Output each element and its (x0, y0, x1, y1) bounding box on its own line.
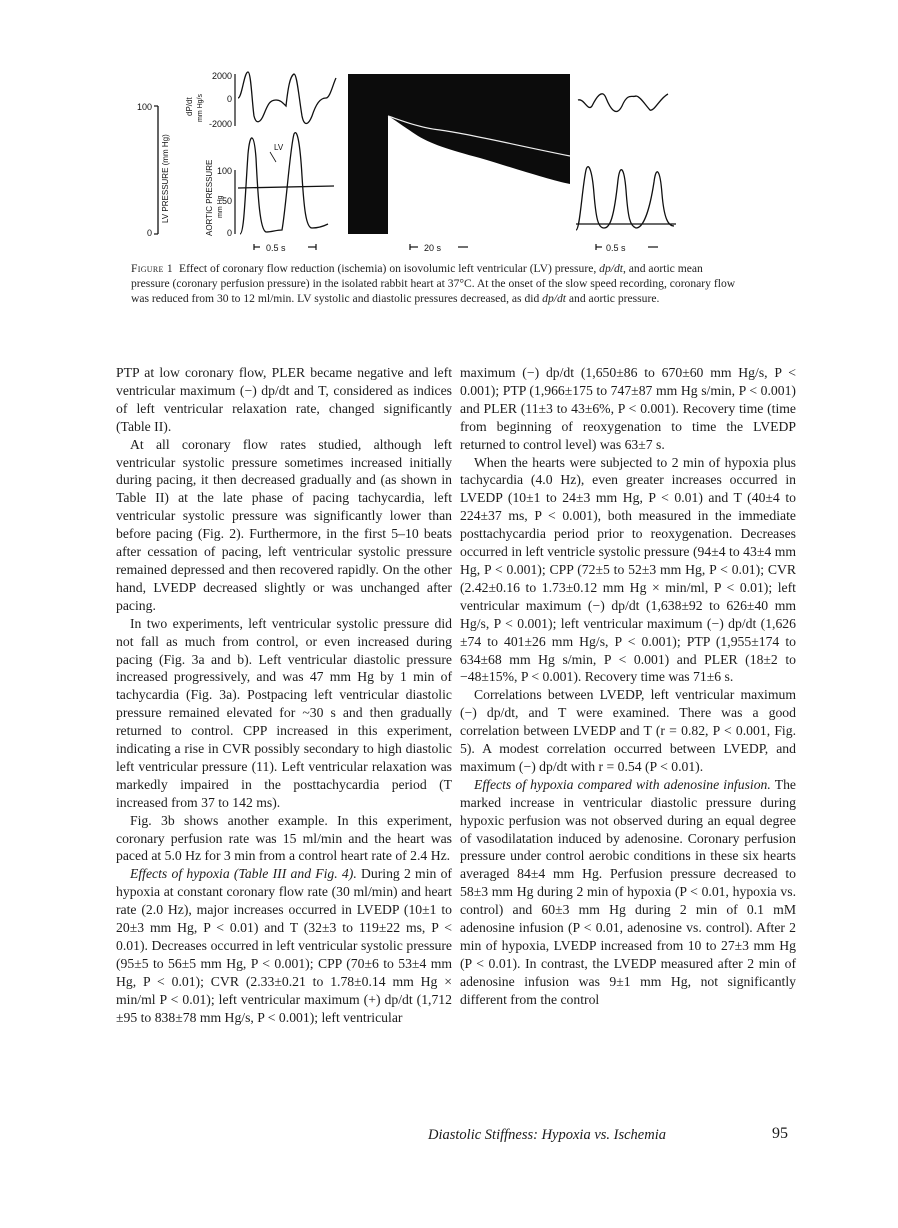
axis-aortic-50: 50 (221, 196, 232, 206)
left-paragraph-4: Fig. 3b shows another example. In this experiment, coronary perfusion rate was 15 ml/min and the heart was paced at 5.0 Hz for 3 min from a control heart rate of 2.4 Hz. (116, 812, 452, 864)
caption-text-c: and aortic pressure. (566, 291, 660, 305)
page-number: 95 (772, 1125, 788, 1142)
figure-caption (131, 262, 741, 306)
left-paragraph-5 (116, 865, 452, 1026)
right-paragraph-3: Correlations between LVEDP, left ventricular maximum (−) dp/dt, and T were examined. There was a good correlation between LVEDP and T (r = 0.82, P < 0.001, Fig. 5). A modest correlation occurred between LVEDP, and maximum (−) dp/dt with r = 0.54 (P < 0.01). (460, 687, 796, 774)
time-label-1: 0.5 s (266, 243, 286, 253)
caption-text-a: Effect of coronary flow reduction (ischemia) on isovolumic left ventricular (LV) pressure, (179, 262, 600, 275)
time-label-2: 20 s (424, 243, 442, 253)
panel-2-slow-recording (348, 74, 570, 234)
figure-1-recording (130, 58, 740, 258)
section-head-adenosine: Effects of hypoxia compared with adenosine infusion. (474, 776, 771, 792)
section-head-hypoxia: Effects of hypoxia (Table III and Fig. 4). (130, 866, 357, 882)
caption-dpdt-2: dp/dt (542, 291, 567, 305)
right-paragraph-4-body: The marked increase in ventricular diastolic pressure during hypoxic perfusion was not observed during an equal degree of vasodilatation induced by adenosine. Coronary perfusion pressure under control aerobic conditions in these six hearts averaged 84±4 mm Hg. Perfusion pressure decreased to 58±3 mm Hg during 2 min of hypoxia (P < 0.01, hypoxia vs. control) and 60±3 mm Hg during 2 min of 0.1 mM adenosine infusion (P < 0.01, adenosine vs. control). After 2 min of hypoxia, LVEDP increased from 10 to 27±3 mm Hg (P < 0.01). In contrast, the LVEDP measured after 2 min of adenosine infusion was 9±1 mm Hg, not significantly different from the control (460, 776, 796, 1007)
axis-dpdt-2000: 2000 (211, 71, 232, 81)
right-paragraph-1: maximum (−) dp/dt (1,650±86 to 670±60 mm Hg/s, P < 0.001); PTP (1,966±175 to 747±87 mm Hg s/min, P < 0.001) and PLER (11±3 to 43±6%, P < 0.001). Recovery time (time from beginning of reoxygenation to time the LVEDP returned to control level) was 63±7 s. (460, 365, 796, 452)
left-column (116, 364, 452, 1027)
right-paragraph-4 (460, 776, 796, 1009)
axis-lv-pressure-label: LV PRESSURE (mm Hg) (161, 134, 170, 223)
time-label-3: 0.5 s (606, 243, 626, 253)
left-paragraph-5-body: During 2 min of hypoxia at constant coronary flow rate (30 ml/min) and heart rate (2.0 Hz), major increases occurred in LVEDP (10±1 to 20±3 mm Hg, P < 0.01) and T (32±3 to 119±22 ms, P < 0.01). Decreases occurred in left ventricular systolic pressure (95±5 to 56±5 mm Hg, P < 0.001); CPP (70±6 to 53±4 mm Hg, P < 0.01); CVR (2.33±0.21 to 1.78±0.14 mm Hg × min/ml P < 0.01); left ventricular maximum (+) dp/dt (1,712 ±95 to 838±78 mm Hg/s, P < 0.001); left ventricular (116, 866, 452, 1025)
axis-aortic-100: 100 (216, 166, 232, 176)
figure-1 (130, 58, 740, 258)
axis-aortic-units: mm Hg (217, 195, 224, 218)
axis-aortic-title: AORTIC PRESSURE (205, 159, 214, 236)
axis-aortic-0: 0 (226, 228, 232, 238)
time-bars (254, 244, 658, 250)
axis-lv-100: 100 (136, 102, 152, 112)
axis-dpdt-units: mm Hg/s (197, 94, 204, 122)
right-column (460, 364, 796, 1009)
lv-trace-label: LV (274, 143, 284, 152)
caption-text-b: , and aortic mean pressure (coronary perfusion pressure) in the isolated rabbit heart at 37°C. At the onset of the slow speed recording, coronary flow was reduced from 30 to 12 ml/min. LV systolic and diastolic pressures decreased, as did (131, 262, 736, 305)
left-paragraph-3: In two experiments, left ventricular systolic pressure did not fall as much from control, or even increased during pacing (Fig. 3a and b). Left ventricular diastolic pressure increased progressively, and was 47 mm Hg by 1 min of tachycardia (Fig. 3a). Postpacing left ventricular diastolic pressure remained elevated for ~30 s and then gradually returned to control. CPP increased in this experiment, indicating a rise in CVR possibly secondary to high diastolic left ventricular pressure (11). Left ventricular relaxation was markedly impaired in the posttachycardia period (T increased from 37 to 142 ms). (116, 615, 452, 810)
axis-dpdt-0: 0 (226, 94, 232, 104)
running-title: Diastolic Stiffness: Hypoxia vs. Ischemia (428, 1127, 666, 1143)
left-paragraph-1: PTP at low coronary flow, PLER became negative and left ventricular maximum (−) dp/dt and T, considered as indices of left ventricular relaxation rate, changed significantly (Table II). (116, 365, 452, 434)
left-paragraph-2: At all coronary flow rates studied, although left ventricular systolic pressure sometimes increased initially during pacing, it then decreased gradually and (as shown in Table II) at the late phase of pacing tachycardia, left ventricular systolic pressure was significantly lower than before pacing (Fig. 2). Furthermore, in the first 5–10 beats after cessation of pacing, left ventricular systolic pressure remained depressed and then recovered rapidly. On the other hand, LVEDP decreased slightly or was unchanged after pacing. (116, 436, 452, 613)
axis-dpdt-title: dP/dt (185, 97, 194, 116)
axis-dpdt-m2000: -2000 (208, 119, 232, 129)
panel-1-traces (238, 72, 336, 234)
caption-label: Figure 1 (131, 262, 173, 275)
caption-dpdt-1: dp/dt (599, 262, 623, 275)
right-paragraph-2: When the hearts were subjected to 2 min of hypoxia plus tachycardia (4.0 Hz), even greater increases occurred in LVEDP (10±1 to 24±3 mm Hg, P < 0.01) and T (40±4 to 224±37 ms, P < 0.001), both measured in the immediate posttachycardia period prior to reoxygenation. Decreases occurred in left ventricle systolic pressure (94±4 to 43±4 mm Hg, P < 0.001); CPP (72±5 to 52±3 mm Hg, P < 0.01); CVR (2.42±0.16 to 1.73±0.12 mm Hg × min/ml, P < 0.01); left ventricular maximum (−) dp/dt (1,638±92 to 626±40 mm Hg/s, P < 0.001); left ventricular maximum (−) dp/dt (1,626 ±74 to 401±26 mm Hg/s, P < 0.001); PTP (1,955±174 to 634±68 mm Hg s/min, P < 0.001) and PLER (18±2 to −48±15%, P < 0.001). Recovery time was 71±6 s. (460, 454, 796, 685)
panel-3-traces (576, 94, 676, 230)
axis-lv-0: 0 (146, 228, 152, 238)
